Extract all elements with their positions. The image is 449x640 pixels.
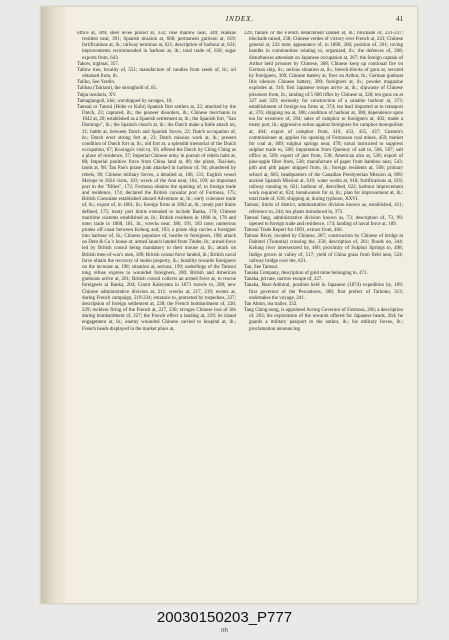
- index-column-left: [77, 31, 236, 595]
- index-entry: Tamsui fang, administrative division known as, 73; description of, 73, 99; opened to foreign trade and residence, 174; landing of naval force at, 189.: [244, 215, 403, 227]
- index-entry: Tamsui River, invaded by Chinese, 287; construction by Chinese of bridge at Daitotei (Twatutia) crossing the, 250; description of, 261; floods on, 344; Kelung river intersecured by, 460; proximity of Sulphur Springs to, 498; Indigo grown in valley of, 517; yield of China grass from field near, 524; railway bridge over the, 621.: [244, 234, 403, 264]
- index-entry: Talpa insularis, XV.: [77, 92, 117, 98]
- index-entry: Tanaka, private, narrow escape of, 327.: [244, 277, 323, 283]
- image-code: nh: [221, 628, 228, 634]
- index-entry: office at, 309; steel levee placed at, 332; rose mallow near, 349; Hakkas resident near, 391; Spanish mission at, 608; permanent garrison at, 619; fortifications at, ib.; railway terminus at, 621; description of harbour at, 624; improvements recommended in harbour at, ib.; total trade of, 636; sugar exports from, 643.: [77, 31, 236, 61]
- index-entry: Tang Ching-sung, is appointed Acting Governor of Formosa, 266; a description of, 263; his exploration of the rewards offered for Japanese heads, 264; he guards a military passport to the author, ib.; his military forces, ib.; proclamation announcing: [244, 308, 403, 332]
- page-number: 41: [396, 15, 403, 23]
- index-entry: Tan Ahton, tea trailer, 332.: [244, 301, 298, 307]
- index-entry: Tamsui, limits of district, administrative division known as, established, 411; reference to, 244; tea plants introduced in, 373.: [244, 203, 403, 215]
- index-entry: Taliho, See Yerdin.: [77, 80, 116, 86]
- index-columns: [77, 31, 403, 595]
- index-entry: Talibau (Tairiani), the stronghold of, 81.: [77, 86, 158, 92]
- index-entry: Tamagiangoli, idol, worshipped by savages, 10;: [77, 98, 173, 104]
- index-entry: Tamsui or Tansui (Hobe or Kobi) Spanish first settlers at, 22; attacked by the Dutch, 23; captured, ib.; the pioneer disorders, ib.; Chinese merchants in 1642 at, 20; established as a Spanish settlement at, ib.; the Spanish fort, "San Domingo", ib.; the Spanish church at, ib.; the Dutch make a futile attack on, 21; battle at, between Dutch and Spanish forces, 22; Dutch occupation of, ib.; Dutch erect strong fort at, 23; Dutch mission work at, ib.; present condition of Dutch fort at, ib.; old fort at, a splendid memorial of the Dutch occupation, 67; Koxinga's visit to, 39; offered the Dutch by Ching Ching as a place of residence, 37; Imperial Chinese army in pursuit of rebels halts at, 88; Imperial punitive force from China land at, 89; the pirate, Tsai-ken, lands at, 98; Tan Pao's pirate junk attacked in harbour of, 94; plundered by rebels, 96; Chinese military forces, a detailed at, 108, 131; English vessel Merope in 1824 visits, 103; wreck of the Ann near, 104, 109; an important port in the "fifties", 172; Formosa obtains the opening of, to foreign trade and residence, 174; declared the British consular port of Formosa, 175; British Consulate established aboard Adventure at, ib.; early coleonier trade of, ib.; export of, in 1861, ib.; foreign firms in 1862 at, ib.; treaty port limits defined, 175; treaty port limits extended to include Banka, 176; Chinese maritime customs established at, ib.; British residents in 1868 in, 178 and note; trade in 1868, 181, ib.; wrecks near, 186, 191, 183 note; numerous pirates off coast between Kelung and, 193; a pirate ship carries a foreigner into harbour of, ib.; Chinese populace of, hostile to foreigners, 198; attack on Dent & Co.'s house at; armed launch landed from Tinder, ib.; armed force led by British consul being mandatory to their mouse at, ib.; attack on British men-of-war's men, 189; British consul force landed, ib.; British naval force obtain the recovery of stolen property, ib.; hostility towards foreigners on the increase at, 198; situation at, serious, 199; underlings of the Tamsui tong refuse express to wounded foreigners, 200; British and American gunboats arrive at, 201; British consul collects an armed force at, to rescue foreigners at Banka, 204; Count Kaleyama in 1873 travels to, 208; new Chinese administrative division at, 211; wrecks at, 217, 219; events at, during French campaign, 219-234; entrance to, protected by torpedoes, 227; description of foreign settlement at, 228; the French bombardment of, 228, 229; reckless firing of the French at, 227, 230; ravages Chinese loss of life during bombardment of, 227; the French effect a landing at, 229; its island engagement at, ib.; enemy wounded Chinese carried to hospital at, ib.; French heads displayed in the market place at,: [77, 104, 236, 332]
- book-page: [40, 6, 418, 604]
- index-entry: 229; failure of the French detachment landed at, ib.; blockade of, 231-237; blockade raised, 238; Chinese verdes of victory over French at, 243; Chinese general at, 243 note; appearance of, in 1890, 260; position of, 261; roving bandits in communities relating to, organized, ib.; the defences of, 268; disturbances attendant on Japanese occupation at, 267; the foreign captain of Arthur held prisoner by Chinese, 308; Chinese keep up continual fire on German ship, ib.; serious situation at, ib.; breech-blocks of guns at, secured by foreigners, 309; Chinese battery at, fires on Arthur, ib.; German gunboat Iltis silences Chinese battery, 309; foreigners at, ib.; powder magazine explodes at, 310; first Japanese troops arrive at, ib.; slipwaste of Chinese prisoners from, ib.; landing of 5 000 rifles by Chinese at, 328; ten guns on at 327 and 329; necessity for construction of a suitable harbour at, 373; establishment of foreign tea firms at, 374; tea lead imported at to transport at, 376; shipping tea at, 386; condition of harbour at, 386; dependence upon tea for existence of, 394; sales of camphor to foreigners at, 402; made a treaty port, ib.; aggressive action against foreigners for camphor monopolists at, 404; export of camphor from, 410, 433, 435, 437; Custom's commissioner at, applies for opening of Formosan coal mines, 459; market for coal at, 469; sulphur springs near, 470; naval instructed to suppress sulphur trade to, 500; importation from Quemoy of salt to, 506, 507; salt office at, 509; export of jute from, 530; American also at, 538; export of pine-apple fibre from, 538; manufacture of paper from bamboo near, 543; pith and pith paper shipped from, ib.; foreign residents at, 560; primary school at, 605; headquarters of the Canadian Presbyterian Mission at, 609; ancient Spanish Mission at, 619; water works at, 618; fortifications at, 619; railway running to, 621; harbour of, described, 622; harbour improvement work required at, 624; breakwaters for at, ib.; plan for improvement at, ib.; total trade of, 636; shipping at, during typhoon, XXVI.: [244, 31, 403, 203]
- index-entry: Tamsui Trade Report for 1891, extract from, 466.: [244, 228, 343, 233]
- running-header: [77, 15, 403, 27]
- header-title: INDEX.: [225, 15, 255, 23]
- index-entry: Tanaka Company, description of gold mine belonging to, 471.: [244, 271, 368, 277]
- index-column-right: [244, 31, 403, 595]
- index-entry: Tallow tree, locality of, 551; manufacture of candles from seeds of, ib.; oil obtained from, ib.: [77, 67, 236, 80]
- image-caption: 20030150203_P777: [156, 609, 293, 626]
- index-entry: Tanaka, Rear-Admiral, position held in Japanese (1874) expedition by, 109; first governor of the Pescadores, 308; first prefect of Taihoku, 313; undertakes the voyage, 241.: [244, 283, 403, 301]
- index-entry: Takow, tugboat, 357.: [77, 61, 119, 67]
- page-gutter-shadow: [41, 7, 69, 603]
- index-entry: Tan, See Tamsui.: [244, 264, 279, 270]
